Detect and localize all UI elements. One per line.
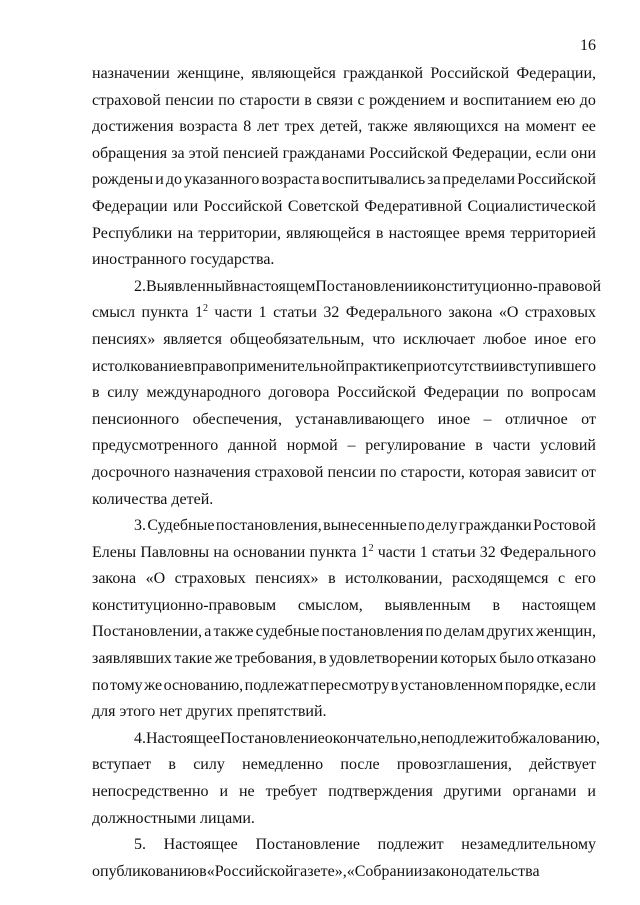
word: за — [427, 171, 441, 189]
word: ею — [556, 91, 576, 109]
word: иное — [437, 410, 471, 428]
word: гражданами — [282, 144, 365, 162]
paragraph — [92, 61, 596, 274]
word: страховых — [524, 304, 596, 322]
word: делу — [426, 517, 458, 535]
word: истолковании, — [345, 570, 443, 588]
word: основании — [233, 543, 306, 561]
word: закона — [92, 570, 137, 588]
word: достижения — [92, 118, 174, 136]
word: вынесенные — [323, 517, 407, 535]
word: в — [199, 862, 207, 880]
word: и — [449, 91, 459, 109]
word: по — [92, 676, 109, 694]
word: «О — [145, 570, 166, 588]
text-line — [92, 61, 596, 88]
text-line — [92, 194, 596, 221]
word: было — [499, 650, 535, 668]
word: от — [581, 463, 596, 481]
word: конституционно-правовым — [92, 596, 277, 614]
paragraph — [92, 726, 601, 832]
word: части — [214, 304, 253, 322]
word: назначения — [174, 463, 251, 481]
word: в — [184, 357, 192, 375]
text-line — [92, 380, 596, 407]
word: являющейся — [286, 224, 371, 242]
text-line — [92, 752, 596, 779]
word: 32 — [323, 304, 340, 322]
word: части — [377, 543, 416, 561]
paragraph — [92, 274, 602, 513]
word: этой — [188, 144, 219, 162]
word: международного — [146, 384, 261, 402]
text-line — [92, 300, 596, 327]
word: подлежит — [377, 836, 444, 854]
word: до — [165, 171, 183, 189]
text-line — [92, 221, 596, 248]
word: пенсии — [327, 463, 376, 481]
word: такие — [174, 650, 213, 668]
word: постановления, — [215, 517, 322, 535]
text-line — [92, 513, 596, 540]
word: пункта — [141, 304, 189, 322]
word: страховой — [254, 463, 324, 481]
word: истолкование — [92, 357, 184, 375]
text-line — [92, 354, 596, 381]
word: нормой — [286, 437, 338, 455]
word: заявлявших — [92, 650, 172, 668]
word: пенсиях» — [255, 570, 319, 588]
word: указанного — [184, 171, 260, 189]
word: в — [92, 384, 100, 402]
word: конституционно-правовой — [421, 277, 602, 295]
word: возраста — [179, 118, 238, 136]
word: расходящемся — [452, 570, 549, 588]
word: 4. — [134, 729, 146, 747]
word: вопросам — [531, 384, 596, 402]
word: окончательно, — [324, 729, 421, 747]
word: провозглашения, — [396, 756, 512, 774]
word: не — [238, 783, 255, 801]
word: практике — [345, 357, 407, 375]
paragraph — [92, 513, 596, 726]
word: иное — [534, 330, 567, 348]
word: в — [492, 596, 501, 614]
word: страховых — [174, 570, 246, 588]
word: старости, — [400, 463, 465, 481]
word: или — [173, 197, 199, 215]
paragraph — [92, 832, 596, 885]
word: данной — [227, 437, 277, 455]
document-body — [92, 61, 602, 885]
word: рождены — [92, 171, 154, 189]
word: 32 — [479, 543, 496, 561]
text-line — [92, 726, 601, 753]
word: требует — [265, 783, 318, 801]
text-line — [92, 274, 602, 301]
word: Российской — [337, 384, 416, 402]
word: Судебные — [147, 517, 215, 535]
word: воспитанием — [462, 91, 552, 109]
word: досрочного — [92, 463, 170, 481]
word: силу — [107, 384, 139, 402]
word: вступает — [92, 756, 152, 774]
word: подтверждения — [328, 783, 433, 801]
word: в — [168, 756, 176, 774]
word: Федерации — [423, 384, 500, 402]
word: назначении — [92, 65, 170, 82]
word: рождением — [369, 91, 446, 109]
word: опубликованию — [92, 862, 200, 880]
word: Социалистической — [467, 197, 596, 215]
word: старости — [239, 91, 300, 109]
word: 1 — [258, 304, 267, 322]
word: немедленно — [242, 756, 324, 774]
text-line — [92, 859, 596, 886]
word: также — [367, 118, 408, 136]
word: Республики — [92, 224, 173, 242]
word: органами — [512, 783, 577, 801]
word: возраста — [261, 171, 320, 189]
word: действует — [529, 756, 596, 774]
word: Российской — [430, 65, 510, 82]
word: на — [213, 543, 229, 561]
word: «Российской — [206, 862, 294, 880]
word: Федерации — [92, 197, 168, 215]
word: газете», — [293, 862, 347, 880]
word: должностными лицами. — [92, 809, 255, 827]
word: отличное — [504, 410, 568, 428]
word: ее — [581, 118, 596, 136]
word: Федерации, — [452, 144, 532, 162]
word: женщин, — [536, 623, 596, 641]
word: женщине, — [177, 65, 245, 82]
word: Постановлении, — [92, 623, 203, 641]
word: $1^2$ — [360, 542, 374, 561]
text-line — [92, 433, 596, 460]
word: пункта — [309, 543, 357, 561]
word: обжалованию, — [502, 729, 601, 747]
word: же — [144, 676, 163, 694]
word: что — [372, 330, 396, 348]
word: «О — [498, 304, 519, 322]
word: 1 — [419, 543, 428, 561]
word: в — [233, 277, 242, 295]
word: незамедлительному — [461, 836, 596, 854]
word: регулирование — [365, 437, 466, 455]
text-line — [92, 832, 596, 859]
word: правоприменительной — [191, 357, 346, 375]
word: отказано — [536, 650, 596, 668]
word: непосредственно — [92, 783, 209, 801]
word: Федерации, — [516, 65, 596, 82]
word: закона — [448, 304, 493, 322]
word: пересмотру — [310, 676, 390, 694]
word: подлежат — [244, 676, 309, 694]
word: $1^2$ — [194, 303, 208, 322]
word: другими — [443, 783, 502, 801]
text-line — [92, 540, 596, 567]
word: подлежит — [436, 729, 503, 747]
word: пенсией — [223, 144, 279, 162]
word: пределами — [442, 171, 516, 189]
word: с — [357, 91, 365, 109]
word: удовлетворении — [329, 650, 438, 668]
word: также — [213, 623, 254, 641]
word: договора — [268, 384, 330, 402]
word: в — [328, 570, 336, 588]
word: а — [204, 623, 212, 641]
word: законодательства — [422, 862, 540, 880]
word: воспитывались — [321, 171, 426, 189]
word: если — [535, 144, 567, 162]
word: 8 — [243, 118, 252, 136]
word: устанавливающего — [295, 410, 425, 428]
word: – — [347, 437, 356, 455]
word: количества детей. — [92, 490, 214, 508]
text-line — [92, 327, 596, 354]
word: иностранного государства. — [92, 251, 275, 269]
word: с — [557, 570, 566, 588]
word: его — [574, 570, 596, 588]
word: Российской — [203, 197, 283, 215]
word: предусмотренного — [92, 437, 219, 455]
word: в — [475, 437, 483, 455]
text-line — [92, 806, 596, 833]
word: до — [579, 91, 596, 109]
text-line — [92, 646, 596, 673]
word: и — [587, 783, 596, 801]
word: 3. — [134, 517, 146, 535]
word: на — [504, 118, 520, 136]
word: Постановлении — [315, 277, 422, 295]
word: порядке, — [504, 676, 564, 694]
word: они — [570, 144, 596, 162]
text-line — [92, 566, 596, 593]
word: силу — [193, 756, 225, 774]
word: Постановление — [255, 836, 360, 854]
word: исключает — [403, 330, 476, 348]
word: «Собрании — [346, 862, 423, 880]
word: Ростовой — [533, 517, 596, 535]
word: обеспечения, — [192, 410, 283, 428]
page-number: 16 — [580, 37, 596, 54]
word: являющейся — [251, 65, 336, 82]
word: смыслом, — [297, 596, 363, 614]
text-line — [92, 167, 596, 194]
text-line — [92, 619, 596, 646]
word: статьи — [273, 304, 317, 322]
word: установленном — [399, 676, 504, 694]
word: по — [506, 384, 524, 402]
word: Выявленный — [146, 277, 234, 295]
word: его — [574, 330, 596, 348]
word: территорией — [510, 224, 596, 242]
word: статьи — [431, 543, 476, 561]
text-line — [92, 779, 596, 806]
word: отсутствии — [432, 357, 509, 375]
word: 2. — [134, 277, 146, 295]
word: гражданки — [458, 517, 532, 535]
word: лет — [256, 118, 279, 136]
text-line — [92, 407, 596, 434]
word: является — [163, 330, 222, 348]
word: пенсии — [165, 91, 214, 109]
word: любое — [483, 330, 527, 348]
word: других — [486, 623, 534, 641]
word: выявленным — [384, 596, 471, 614]
word: Елены — [92, 543, 137, 561]
word: детей, — [320, 118, 363, 136]
word: Советской — [287, 197, 359, 215]
word: от — [581, 410, 596, 428]
text-line — [92, 247, 596, 274]
text-line — [92, 460, 596, 487]
word: в — [304, 91, 312, 109]
word: если — [564, 676, 596, 694]
word: части — [492, 437, 531, 455]
word: которых — [440, 650, 497, 668]
word: Настоящее — [146, 729, 221, 747]
word: Федерального — [499, 543, 596, 561]
word: настоящем — [521, 596, 596, 614]
word: на — [177, 224, 194, 242]
text-line — [92, 593, 596, 620]
word: 5. — [134, 836, 146, 854]
word: делам — [444, 623, 485, 641]
text-line — [92, 673, 596, 700]
word: в — [390, 676, 399, 694]
word: в — [319, 650, 327, 668]
word: по — [425, 623, 443, 641]
word: которая — [468, 463, 521, 481]
word: настоящее — [388, 224, 460, 242]
word: условий — [540, 437, 596, 455]
word: пенсионного — [92, 410, 180, 428]
word: смысл — [92, 304, 136, 322]
word: вступившего — [508, 357, 596, 375]
word: и — [155, 171, 164, 189]
word: в — [375, 224, 384, 242]
word: пенсиях» — [92, 330, 156, 348]
word: судебные — [255, 623, 320, 641]
word: по — [379, 463, 397, 481]
word: за — [171, 144, 185, 162]
word: требования, — [235, 650, 317, 668]
word: Павловны — [140, 543, 210, 561]
word: гражданкой — [343, 65, 424, 82]
word: Федерального — [345, 304, 442, 322]
word: при — [406, 357, 432, 375]
word: по — [218, 91, 235, 109]
word: страховой — [92, 91, 161, 109]
word: Российской — [369, 144, 448, 162]
word: по — [408, 517, 425, 535]
word: не — [420, 729, 437, 747]
word: – — [483, 410, 492, 428]
word: связи — [316, 91, 354, 109]
word: тому — [110, 676, 143, 694]
word: территории, — [198, 224, 281, 242]
text-line — [92, 88, 596, 115]
word: момент — [525, 118, 577, 136]
word: трех — [284, 118, 315, 136]
word: являющихся — [413, 118, 499, 136]
word: общеобязательным, — [229, 330, 365, 348]
word: и — [219, 783, 229, 801]
text-line — [92, 141, 596, 168]
word: Федеративной — [364, 197, 463, 215]
word: постановления — [321, 623, 424, 641]
word: Настоящее — [163, 836, 238, 854]
word: зависит — [524, 463, 578, 481]
text-line — [92, 487, 596, 514]
word: время — [464, 224, 506, 242]
text-line — [92, 114, 596, 141]
word: обращения — [92, 144, 168, 162]
text-line — [92, 699, 596, 726]
word: основанию, — [163, 676, 244, 694]
word: настоящем — [241, 277, 316, 295]
word: Российской — [517, 171, 596, 189]
word: для этого нет других препятствий. — [92, 703, 327, 721]
word: же — [214, 650, 233, 668]
word: Постановление — [220, 729, 325, 747]
word: после — [340, 756, 380, 774]
